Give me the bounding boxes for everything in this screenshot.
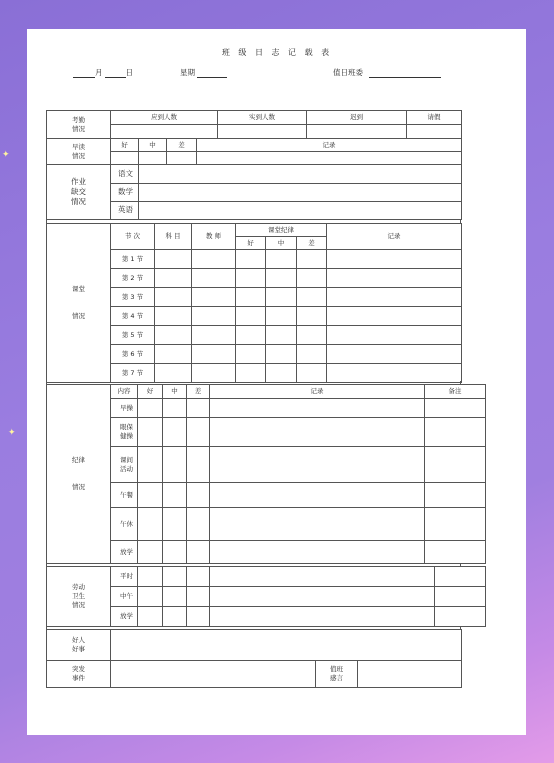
weekday-label: 星期	[180, 68, 195, 77]
remark-header: 备注	[425, 385, 486, 399]
morning-good-cell[interactable]	[111, 152, 139, 165]
period-header: 节 次	[111, 224, 155, 250]
morning-record-header: 记录	[197, 139, 462, 152]
labor-table	[46, 566, 486, 627]
labor-item: 平时	[111, 567, 138, 587]
teacher-cell[interactable]	[192, 269, 236, 288]
record-cell[interactable]	[327, 326, 462, 345]
mid-cell[interactable]	[266, 288, 297, 307]
mid-cell[interactable]	[266, 326, 297, 345]
discipline-item: 课间 活动	[111, 447, 138, 483]
bad-cell[interactable]	[187, 587, 210, 607]
discipline-item: 眼保 健操	[111, 418, 138, 447]
homework-cell[interactable]	[139, 165, 462, 184]
homework-cell[interactable]	[139, 184, 462, 202]
bad-cell[interactable]	[297, 288, 327, 307]
bad-cell[interactable]	[297, 364, 327, 383]
teacher-cell[interactable]	[192, 326, 236, 345]
good-cell[interactable]	[138, 607, 163, 627]
subject-cell[interactable]	[155, 269, 192, 288]
incidents-cell[interactable]	[111, 661, 316, 688]
mid-cell[interactable]	[163, 607, 187, 627]
good-cell[interactable]	[236, 307, 266, 326]
disc-good-header: 好	[138, 385, 163, 399]
late-header: 迟到	[307, 111, 407, 125]
record-cell[interactable]	[210, 483, 425, 508]
expected-count-cell[interactable]	[111, 125, 218, 139]
good-cell[interactable]	[138, 541, 163, 564]
record-cell[interactable]	[210, 508, 425, 541]
labor-item: 放学	[111, 607, 138, 627]
record-cell[interactable]	[327, 269, 462, 288]
morning-good-header: 好	[111, 139, 139, 152]
record-cell[interactable]	[327, 250, 462, 269]
mid-cell[interactable]	[266, 364, 297, 383]
expected-count-header: 应到人数	[111, 111, 218, 125]
good-cell[interactable]	[236, 288, 266, 307]
period-label: 第 4 节	[111, 307, 155, 326]
mid-cell[interactable]	[163, 483, 187, 508]
good-cell[interactable]	[236, 345, 266, 364]
remark-cell[interactable]	[425, 418, 486, 447]
bad-cell[interactable]	[187, 483, 210, 508]
disc-bad-header: 差	[187, 385, 210, 399]
subject-cell[interactable]	[155, 364, 192, 383]
subject-cell[interactable]	[155, 288, 192, 307]
bad-cell[interactable]	[297, 307, 327, 326]
attendance-table	[46, 110, 462, 220]
morning-reading-label: 早读 情况	[47, 139, 111, 165]
good-cell[interactable]	[138, 587, 163, 607]
good-cell[interactable]	[138, 508, 163, 541]
good-cell[interactable]	[236, 364, 266, 383]
bad-cell[interactable]	[187, 399, 210, 418]
bad-cell[interactable]	[187, 541, 210, 564]
bad-cell[interactable]	[297, 326, 327, 345]
teacher-cell[interactable]	[192, 345, 236, 364]
period-label: 第 5 节	[111, 326, 155, 345]
bad-cell[interactable]	[187, 567, 210, 587]
good-cell[interactable]	[138, 418, 163, 447]
labor-label: 劳动 卫生 情况	[47, 567, 111, 627]
record-cell[interactable]	[210, 587, 435, 607]
record-cell[interactable]	[327, 288, 462, 307]
sheet-title: 班 级 日 志 记 载 表	[221, 48, 333, 57]
remark-cell[interactable]	[425, 483, 486, 508]
morning-mid-cell[interactable]	[139, 152, 167, 165]
leave-header: 请假	[407, 111, 462, 125]
mid-cell[interactable]	[163, 447, 187, 483]
bad-cell[interactable]	[297, 269, 327, 288]
bad-cell[interactable]	[187, 447, 210, 483]
mid-cell[interactable]	[163, 399, 187, 418]
period-label: 第 7 节	[111, 364, 155, 383]
good-cell[interactable]	[138, 483, 163, 508]
mid-cell[interactable]	[266, 250, 297, 269]
mid-cell[interactable]	[163, 508, 187, 541]
homework-cell[interactable]	[139, 202, 462, 220]
record-cell[interactable]	[210, 567, 435, 587]
remark-cell[interactable]	[435, 567, 486, 587]
mid-cell[interactable]	[163, 567, 187, 587]
discipline-table	[46, 384, 486, 564]
discipline-item: 午餐	[111, 483, 138, 508]
remark-cell[interactable]	[425, 508, 486, 541]
disc-mid-header: 中	[163, 385, 187, 399]
actual-count-header: 实到人数	[218, 111, 307, 125]
record-cell[interactable]	[210, 541, 425, 564]
record-cell[interactable]	[210, 418, 425, 447]
teacher-cell[interactable]	[192, 250, 236, 269]
mid-cell[interactable]	[163, 587, 187, 607]
good-cell[interactable]	[236, 326, 266, 345]
duty-committee-label: 值日班委	[333, 68, 363, 77]
remark-cell[interactable]	[425, 541, 486, 564]
good-deeds-label: 好人 好事	[47, 630, 111, 661]
mid-cell[interactable]	[163, 541, 187, 564]
bad-cell[interactable]	[187, 418, 210, 447]
teacher-cell[interactable]	[192, 364, 236, 383]
notes-table	[46, 629, 462, 688]
record-cell[interactable]	[327, 345, 462, 364]
class-bad-header: 差	[297, 237, 327, 250]
teacher-cell[interactable]	[192, 288, 236, 307]
discipline-label: 纪律 情况	[47, 385, 111, 564]
remark-cell[interactable]	[435, 587, 486, 607]
duty-thoughts-label: 值班 感言	[316, 661, 358, 688]
period-label: 第 3 节	[111, 288, 155, 307]
labor-item: 中午	[111, 587, 138, 607]
weekday-line	[180, 67, 227, 78]
good-cell[interactable]	[236, 269, 266, 288]
mid-cell[interactable]	[266, 269, 297, 288]
subject-header: 科 目	[155, 224, 192, 250]
attendance-label: 考勤 情况	[47, 111, 111, 139]
good-cell[interactable]	[138, 399, 163, 418]
bad-cell[interactable]	[297, 345, 327, 364]
late-cell[interactable]	[307, 125, 407, 139]
record-cell[interactable]	[327, 364, 462, 383]
class-record-header: 记录	[327, 224, 462, 250]
good-deeds-cell[interactable]	[111, 630, 462, 661]
discipline-item: 早操	[111, 399, 138, 418]
class-discipline-header: 课堂纪律	[236, 224, 327, 237]
class-mid-header: 中	[266, 237, 297, 250]
disc-record-header: 记录	[210, 385, 425, 399]
period-label: 第 1 节	[111, 250, 155, 269]
morning-bad-cell[interactable]	[167, 152, 197, 165]
homework-subject: 数学	[111, 184, 139, 202]
record-cell[interactable]	[210, 399, 425, 418]
classroom-table	[46, 223, 462, 383]
date-line	[73, 67, 133, 78]
content-header: 内容	[111, 385, 138, 399]
mid-cell[interactable]	[266, 345, 297, 364]
record-cell[interactable]	[327, 307, 462, 326]
mid-cell[interactable]	[266, 307, 297, 326]
mid-cell[interactable]	[163, 418, 187, 447]
subject-cell[interactable]	[155, 307, 192, 326]
homework-subject: 英语	[111, 202, 139, 220]
subject-cell[interactable]	[155, 250, 192, 269]
good-cell[interactable]	[236, 250, 266, 269]
bad-cell[interactable]	[187, 607, 210, 627]
classroom-label: 课堂 情况	[47, 224, 111, 383]
record-cell[interactable]	[210, 447, 425, 483]
class-good-header: 好	[236, 237, 266, 250]
teacher-cell[interactable]	[192, 307, 236, 326]
actual-count-cell[interactable]	[218, 125, 307, 139]
month-label: 月	[95, 68, 103, 77]
leave-cell[interactable]	[407, 125, 462, 139]
period-label: 第 2 节	[111, 269, 155, 288]
discipline-item: 放学	[111, 541, 138, 564]
good-cell[interactable]	[138, 447, 163, 483]
remark-cell[interactable]	[425, 447, 486, 483]
morning-bad-header: 差	[167, 139, 197, 152]
homework-label: 作业 缺交 情况	[47, 165, 111, 220]
remark-cell[interactable]	[435, 607, 486, 627]
remark-cell[interactable]	[425, 399, 486, 418]
discipline-item: 午休	[111, 508, 138, 541]
subject-cell[interactable]	[155, 326, 192, 345]
bad-cell[interactable]	[187, 508, 210, 541]
subject-cell[interactable]	[155, 345, 192, 364]
teacher-header: 教 师	[192, 224, 236, 250]
good-cell[interactable]	[138, 567, 163, 587]
duty-line	[333, 67, 441, 78]
record-cell[interactable]	[210, 607, 435, 627]
morning-mid-header: 中	[139, 139, 167, 152]
incidents-label: 突发 事件	[47, 661, 111, 688]
day-label: 日	[125, 68, 133, 77]
homework-subject: 语文	[111, 165, 139, 184]
bad-cell[interactable]	[297, 250, 327, 269]
morning-record-cell[interactable]	[197, 152, 462, 165]
period-label: 第 6 节	[111, 345, 155, 364]
duty-thoughts-cell[interactable]	[358, 661, 462, 688]
